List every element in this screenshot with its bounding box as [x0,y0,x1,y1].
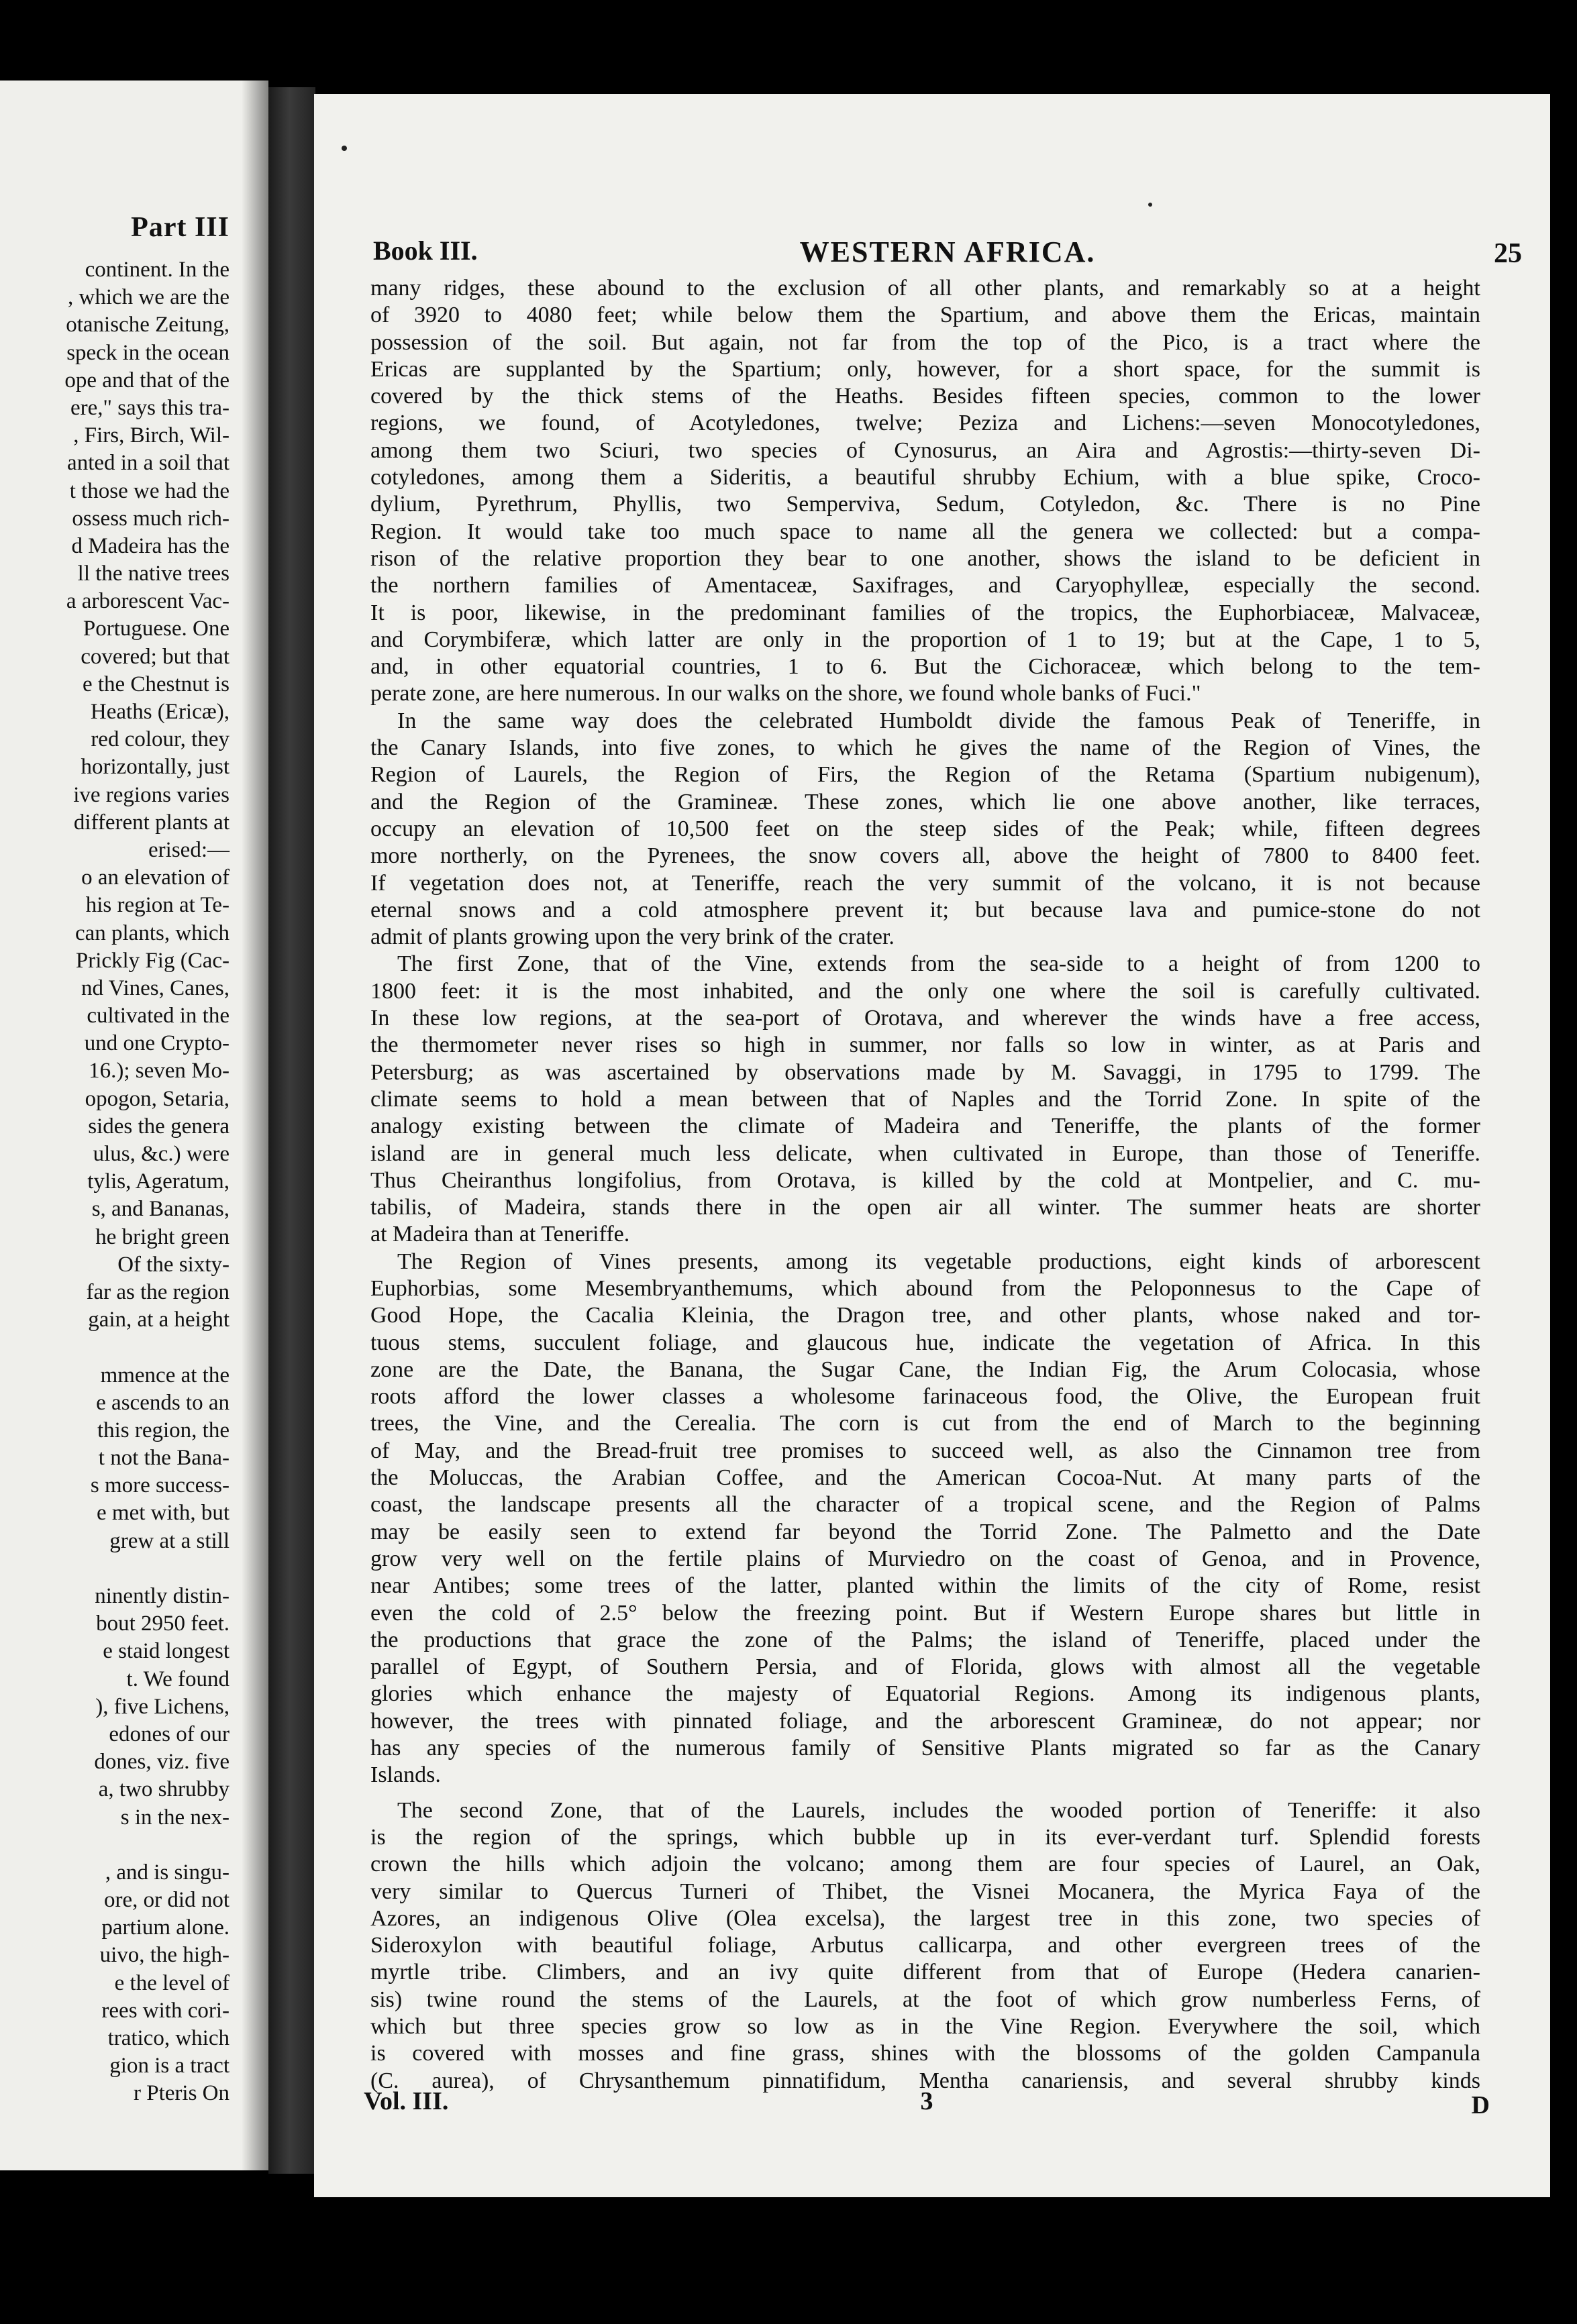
text-line: zone are the Date, the Banana, the Sugar Cane, the Indian Fig, the Arum Colocasia, whose [370,1357,1480,1382]
left-text-line: 16.); seven Mo- [89,1059,230,1084]
right-page [314,94,1550,2197]
text-line: The Region of Vines presents, among its vegetable productions, eight kinds of arborescent [397,1249,1480,1274]
text-line: may be easily seen to extend far beyond the Torrid Zone. The Palmetto and the Date [370,1519,1480,1544]
left-text-line: a arborescent Vac- [66,589,230,614]
left-text-line: can plants, which [74,920,230,945]
left-text-line: ulus, &c.) were [93,1142,230,1166]
text-line: however, the trees with pinnated foliage, and the arborescent Gramineæ, do not appear; nor [370,1708,1480,1734]
left-text-line: e staid longest [103,1639,230,1664]
left-text-line: ore, or did not [104,1888,230,1913]
left-text-line: ope and that of the [64,368,230,392]
text-line: more northerly, on the Pyrenees, the snow covers all, above the height of 7800 to 8400 feet. [370,843,1480,869]
running-head [373,235,1522,275]
volume-label: Vol. III. [364,2087,449,2115]
text-line: regions, we found, of Acotyledones, twelve; Peziza and Lichens:—seven Monocotyledones, [370,411,1480,436]
text-line: trees, the Vine, and the Cerealia. The corn is cut from the end of March to the beginning [370,1411,1480,1436]
left-text-line: , and is singu- [105,1860,230,1885]
left-text-line: t those we had the [69,478,230,503]
left-text-line: dones, viz. five [94,1750,230,1775]
left-text-line: speck in the ocean [66,340,230,365]
text-line: and, in other equatorial countries, 1 to 6. But the Cichoraceæ, which belong to the tem- [370,654,1480,680]
text-line: cotyledones, among them a Sideritis, a beautiful shrubby Echium, with a blue spike, Croco- [370,465,1480,490]
text-line: perate zone, are here numerous. In our walks on the shore, we found whole banks of Fuci." [370,681,1201,706]
text-line: In these low regions, at the sea-port of Orotava, and wherever the winds have a free access, [370,1006,1480,1031]
left-text-line: t not the Bana- [98,1446,230,1471]
text-line: Azores, an indigenous Olive (Olea excelsa), the largest tree in this zone, two species of [370,1905,1480,1931]
text-line: has any species of the numerous family of Sensitive Plants migrated so far as the Canary [370,1736,1480,1761]
text-line: many ridges, these abound to the exclusion of all other plants, and remarkably so at a height [370,276,1480,301]
left-text-line [0,1334,230,1361]
text-line: the northern families of Amentaceæ, Saxifrages, and Caryophylleæ, especially the second. [370,573,1480,598]
left-text-line: und one Crypto- [84,1031,230,1056]
text-line: The second Zone, that of the Laurels, includes the wooded portion of Teneriffe: it also [397,1797,1480,1823]
left-text-line: edones of our [109,1722,230,1746]
text-line: of May, and the Bread-fruit tree promises to succeed well, as also the Cinnamon tree from [370,1438,1480,1463]
text-line: Good Hope, the Cacalia Kleinia, the Dragon tree, and other plants, whose naked and tor- [370,1303,1480,1328]
left-text-line: , which we are the [68,285,230,310]
text-line: parallel of Egypt, of Southern Persia, and of Florida, glows with almost all the vegetable [370,1654,1480,1680]
left-text-line: ninently distin- [95,1584,230,1608]
left-text-line: horizontally, just [81,755,230,780]
left-text-line: this region, the [97,1418,230,1442]
text-line: dylium, Pyrethrum, Phyllis, two Semperviva, Sedum, Cotyledon, &c. There is no Pine [370,492,1480,517]
text-line: the productions that grace the zone of the Palms; the island of Teneriffe, placed under the [370,1627,1480,1652]
text-line: It is poor, likewise, in the predominant families of the tropics, the Euphorbiaceæ, Malvaceæ, [370,600,1480,625]
text-line: Region. It would take too much space to name all the genera we collected: but a compa- [370,519,1480,544]
signature-number: 3 [920,2087,933,2115]
text-line: Region of Laurels, the Region of Firs, the Region of the Retama (Spartium nubigenum), [370,762,1480,788]
left-text-line: his region at Te- [85,893,230,918]
left-text-line: d Madeira has the [71,533,230,558]
text-line: If vegetation does not, at Teneriffe, reach the very summit of the volcano, it is not because [370,870,1480,896]
left-text-line: anted in a soil that [67,451,230,476]
page-footer [364,2087,1490,2120]
left-text-line: continent. In the [85,258,230,282]
left-text-line: e the Chestnut is [82,672,230,696]
text-line: among them two Sciuri, two species of Cynosurus, an Aira and Agrostis:—thirty-seven Di- [370,437,1480,463]
left-text-line: nd Vines, Canes, [81,975,230,1000]
text-line: the Moluccas, the Arabian Coffee, and the American Cocoa-Nut. At many parts of the [370,1465,1480,1491]
text-line: Euphorbias, some Mesembryanthemums, which abound from the Peloponnesus to the Cape of [370,1275,1480,1301]
left-text-line: partium alone. [101,1915,230,1940]
left-text-line: erised:— [148,837,230,862]
text-line: admit of plants growing upon the very brink of the crater. [370,925,895,950]
left-text-line: gain, at a height [88,1308,230,1332]
text-line: Thus Cheiranthus longifolius, from Orotava, is killed by the cold at Montpelier, and C. mu- [370,1167,1480,1193]
left-text-line: ere," says this tra- [70,395,230,420]
left-text-line: opogon, Setaria, [85,1086,230,1111]
left-text-line [0,1832,230,1859]
text-line: glories which enhance the majesty of Equatorial Regions. Among its indigenous plants, [370,1681,1480,1707]
left-text-line: Of the sixty- [117,1252,230,1277]
signature-letter: D [1471,2091,1490,2119]
scan-border [0,0,1577,81]
speck [1148,203,1152,207]
text-line: coast, the landscape presents all the character of a tropical scene, and the Region of Palms [370,1492,1480,1518]
left-gutter-shadow [242,81,268,2170]
text-line: myrtle tribe. Climbers, and an ivy quite different from that of Europe (Hedera canarien- [370,1960,1480,1985]
left-text-line: e the level of [114,1970,230,1995]
left-text-line: s more success- [90,1473,230,1498]
book-spine [268,87,315,2174]
page-number: 25 [1494,238,1522,269]
text-line: roots afford the lower classes a wholesome farinaceous food, the Olive, the European fruit [370,1384,1480,1410]
text-line: and Corymbiferæ, which latter are only in the proportion of 1 to 19; but at the Cape, 1 to 5, [370,627,1480,652]
left-text-line: ive regions varies [73,782,230,807]
speck [342,146,347,151]
body-text [370,275,1480,2095]
text-line: tuous stems, succulent foliage, and glaucous hue, indicate the vegetation of Africa. In this [370,1330,1480,1355]
left-text-line: cultivated in the [87,1004,230,1028]
left-text-line: covered; but that [81,644,230,669]
left-text-line: rees with cori- [101,1998,230,2023]
left-text-line: , Firs, Birch, Wil- [73,423,230,448]
left-text-line: r Pteris On [134,2081,230,2106]
text-line: the thermometer never rises so high in summer, nor falls so low in winter, as at Paris and [370,1033,1480,1058]
text-line: of 3920 to 4080 feet; while below them the Spartium, and above them the Ericas, maintain [370,303,1480,328]
left-text-line: gion is a tract [109,2054,230,2078]
left-text-line: s in the nex- [120,1805,230,1830]
left-text-line [0,1555,230,1583]
text-line: occupy an elevation of 10,500 feet on the steep sides of the Peak; while, fifteen degrees [370,816,1480,841]
left-text-line: e ascends to an [96,1390,230,1415]
text-line: analogy existing between the climate of Madeira and Teneriffe, the plants of the former [370,1114,1480,1139]
left-text-line: e met with, but [97,1501,230,1526]
text-line: In the same way does the celebrated Humboldt divide the famous Peak of Teneriffe, in [397,708,1480,733]
text-line: even the cold of 2.5° below the freezing point. But if Western Europe shares but little in [370,1600,1480,1626]
left-page-fragment [0,81,268,2170]
left-text-line: ll the native trees [77,562,230,586]
left-text-line: otanische Zeitung, [66,313,230,337]
left-text-line: far as the region [86,1279,230,1304]
text-line: very similar to Quercus Turneri of Thibet, the Visnei Mocanera, the Myrica Faya of the [370,1879,1480,1904]
left-text-line: tratico, which [107,2026,230,2050]
left-text-line: a, two shrubby [98,1777,230,1802]
text-line: and the Region of the Gramineæ. These zones, which lie one above another, like terraces, [370,789,1480,814]
left-text-line: Heaths (Ericæ), [90,700,230,724]
page-title: WESTERN AFRICA. [799,235,1096,268]
text-line: at Madeira than at Teneriffe. [370,1222,630,1247]
left-text-line: sides the genera [88,1114,230,1139]
text-line: which but three species grow so low as in the Vine Region. Everywhere the soil, which [370,2014,1480,2039]
text-line: sis) twine round the stems of the Laurels, at the foot of which grow numberless Ferns, of [370,1987,1480,2012]
text-line: Ericas are supplanted by the Spartium; only, however, for a short space, for the summit is [370,356,1480,382]
left-text-line: tylis, Ageratum, [87,1169,230,1194]
left-running-head: Part III [131,212,230,243]
text-line: Petersburg; as was ascertained by observations made by M. Savaggi, in 1795 to 1799. The [370,1059,1480,1085]
text-line: rison of the relative proportion they bear to one another, shows the island to be deficient in [370,545,1480,571]
left-text-line: red colour, they [91,727,230,752]
left-page-text [0,256,230,2108]
left-text-line: bout 2950 feet. [96,1612,230,1636]
left-text-line: o an elevation of [81,865,230,890]
text-line: (C. aurea), of Chrysanthemum pinnatifidum, Mentha canariensis, and several shrubby kinds [370,2068,1480,2093]
paragraph-gap [370,1789,1480,1797]
left-text-line: mmence at the [100,1363,230,1387]
text-line: The first Zone, that of the Vine, extends from the sea-side to a height of from 1200 to [397,951,1480,977]
text-line: is the region of the springs, which bubble up in its ever-verdant turf. Splendid forests [370,1824,1480,1850]
text-line: island are in general much less delicate, when cultivated in Europe, than those of Teneriffe. [370,1141,1480,1166]
left-text-line: ossess much rich- [72,506,230,531]
text-line: crown the hills which adjoin the volcano; among them are four species of Laurel, an Oak, [370,1852,1480,1877]
left-text-line: Prickly Fig (Cac- [75,948,230,973]
text-line: tabilis, of Madeira, stands there in the open air all winter. The summer heats are shorter [370,1195,1480,1220]
text-line: the Canary Islands, into five zones, to which he gives the name of the Region of Vines, the [370,735,1480,761]
left-text-line: t. We found [126,1667,230,1691]
book-label: Book III. [373,235,478,266]
text-line: Islands. [370,1762,441,1788]
text-line: 1800 feet: it is the most inhabited, and the only one where the soil is carefully cultivated. [370,978,1480,1004]
text-line: near Antibes; some trees of the latter, planted within the limits of the city of Rome, resist [370,1573,1480,1599]
left-text-line: s, and Bananas, [91,1197,230,1222]
text-line: Sideroxylon with beautiful foliage, Arbutus callicarpa, and other evergreen trees of the [370,1933,1480,1958]
text-line: possession of the soil. But again, not far from the top of the Pico, is a tract where the [370,329,1480,355]
left-text-line: different plants at [73,810,230,835]
left-text-line: ), five Lichens, [95,1694,230,1719]
text-line: climate seems to hold a mean between that of Naples and the Torrid Zone. In spite of the [370,1086,1480,1112]
left-text-line: uivo, the high- [99,1943,230,1968]
left-text-line: grew at a still [109,1528,230,1553]
text-line: is covered with mosses and fine grass, shines with the blossoms of the golden Campanula [370,2041,1480,2066]
text-line: grow very well on the fertile plains of Murviedro on the coast of Genoa, and in Provence, [370,1546,1480,1571]
left-text-line: he bright green [95,1224,230,1249]
text-line: eternal snows and a cold atmosphere prevent it; but because lava and pumice-stone do not [370,897,1480,922]
left-text-line: Portuguese. One [83,617,230,641]
text-line: covered by the thick stems of the Heaths. Besides fifteen species, common to the lower [370,384,1480,409]
